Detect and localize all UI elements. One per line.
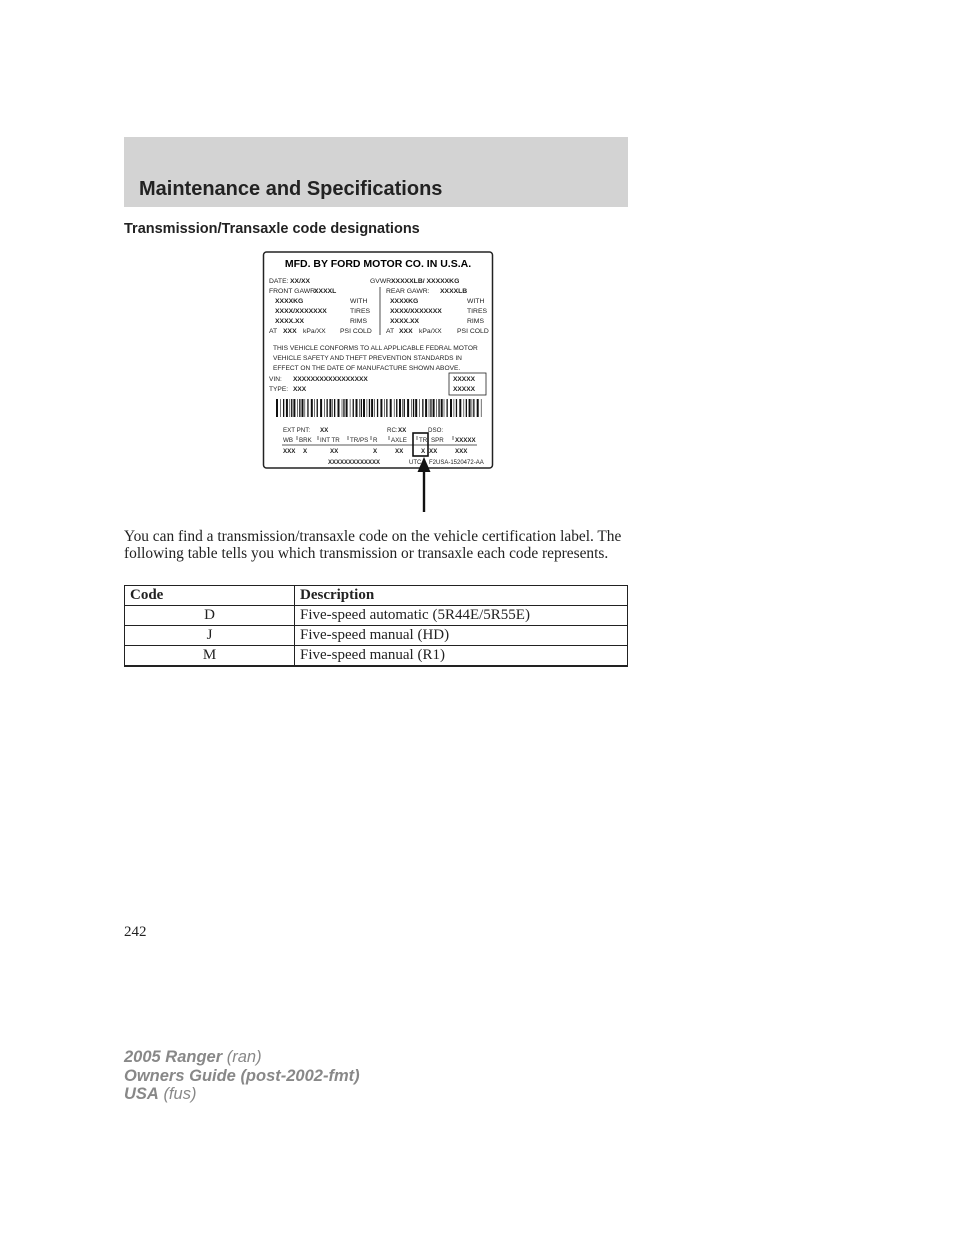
barcode-bar (327, 399, 328, 417)
barcode-bar (361, 399, 362, 417)
label-front-with: WITH (350, 298, 368, 305)
barcode-bar (466, 399, 467, 417)
label-front-tires: TIRES (350, 308, 371, 315)
barcode-bar (367, 399, 368, 417)
barcode-bar (430, 399, 431, 417)
label-rc-value: XX (398, 427, 407, 434)
footer-line-1 (124, 1048, 360, 1067)
label-rc-label: RC: (387, 427, 398, 434)
label-dso-label: DSO: (428, 427, 444, 434)
label-brk-value: X (303, 448, 308, 455)
label-front-rims: RIMS (350, 318, 367, 325)
description-cell: Five-speed automatic (5R44E/5R55E) (295, 606, 628, 626)
barcode-bar (346, 399, 348, 417)
label-bottom-serial: XXXXXXXXXXXXX (328, 460, 381, 466)
description-cell: Five-speed manual (HD) (295, 626, 628, 646)
section-title: Maintenance and Specifications (139, 178, 443, 200)
description-cell: Five-speed manual (R1) (295, 646, 628, 667)
barcode-bar (363, 399, 365, 417)
header-description: Description (295, 586, 628, 606)
barcode-bar (447, 399, 448, 417)
barcode-bar (374, 399, 375, 417)
barcode-bar (444, 399, 445, 417)
barcode-bar (302, 399, 304, 417)
barcode-bar (433, 399, 435, 417)
label-utc: UTC (409, 460, 422, 466)
label-conformity-line-3: EFFECT ON THE DATE OF MANUFACTURE SHOWN ABOVE. (273, 365, 461, 372)
code-cell: J (125, 626, 295, 646)
footer-market-code: (fus) (163, 1085, 197, 1103)
barcode-bar (299, 399, 300, 417)
label-rear-gawr-value: XXXXLB (440, 288, 468, 295)
label-rear-tires: TIRES (467, 308, 488, 315)
barcode-bar (429, 399, 430, 417)
barcode-bar (402, 399, 403, 417)
barcode-bar (369, 399, 370, 417)
barcode-bar (332, 399, 333, 417)
label-type-label: TYPE: (269, 386, 289, 393)
label-dso-value: XXX (455, 448, 468, 455)
label-r-header: R (373, 437, 378, 444)
label-gvwr-label: GVWR: (370, 278, 394, 285)
barcode-bar (422, 399, 423, 417)
label-ext-pnt-value: XX (320, 427, 329, 434)
barcode-bar (436, 399, 437, 417)
barcode-bar (419, 399, 420, 417)
barcode-bar (425, 399, 427, 417)
code-cell: D (125, 606, 295, 626)
barcode-bar (290, 399, 291, 417)
barcode-bar (329, 399, 331, 417)
label-r-value: X (373, 448, 378, 455)
intro-paragraph: You can find a transmission/transaxle code on the vehicle certification label. The following table tells you which transmission or transaxle each code represents. (124, 528, 622, 562)
footer-line-3 (124, 1085, 360, 1104)
label-rear-rims: RIMS (467, 318, 484, 325)
label-conformity-line-1: THIS VEHICLE CONFORMS TO ALL APPLICABLE FEDRAL MOTOR (273, 345, 478, 352)
barcode-bar (343, 399, 344, 417)
barcode-bar (404, 399, 405, 417)
label-conformity-line-2: VEHICLE SAFETY AND THEFT PREVENTION STANDARDS IN (273, 355, 462, 362)
barcode-bar (377, 399, 378, 417)
barcode-bar (286, 399, 288, 417)
label-front-gawr-label: FRONT GAWR: (269, 288, 317, 295)
page-number: 242 (124, 924, 147, 940)
barcode-bar (469, 399, 471, 417)
barcode-bar (407, 399, 409, 417)
label-front-gawr-value: XXXXL (314, 288, 337, 295)
barcode-bar (450, 399, 452, 417)
barcode-bar (359, 399, 360, 417)
label-rear-psi-cold: PSI COLD (457, 328, 489, 335)
footer-guide: Owners Guide (post-2002-fmt) (124, 1066, 360, 1085)
barcode-bar (380, 399, 382, 417)
barcode-bar (356, 399, 358, 417)
table-row (125, 646, 628, 667)
header-code: Code (125, 586, 295, 606)
label-vin-label: VIN: (269, 376, 282, 383)
barcode-bar (280, 399, 281, 417)
barcode-bar (311, 399, 313, 417)
subsection-heading: Transmission/Transaxle code designations (124, 221, 420, 237)
label-ext-pnt-label: EXT PNT: (283, 427, 311, 434)
barcode-bar (473, 399, 474, 417)
barcode-bar (314, 399, 315, 417)
barcode-bar (307, 399, 308, 417)
barcode-bar (454, 399, 455, 417)
barcode-bar (338, 399, 340, 417)
label-date-label: DATE: (269, 278, 289, 285)
table-row (125, 626, 628, 646)
label-tr-value: X (421, 448, 426, 455)
barcode-bar (481, 399, 482, 417)
label-axle-value: XX (395, 448, 404, 455)
label-rear-rim-size: XXXX.XX (390, 318, 420, 325)
footer-model: 2005 Ranger (124, 1048, 223, 1066)
barcode-bar (390, 399, 392, 417)
barcode-bar (320, 399, 322, 417)
barcode-bar (415, 399, 417, 417)
table-row (125, 606, 628, 626)
label-spr-header: SPR (431, 437, 444, 444)
barcode-bar (342, 399, 343, 417)
label-front-kpa-unit: kPa/XX (303, 328, 326, 335)
code-cell: M (125, 646, 295, 667)
barcode-bar (394, 399, 395, 417)
barcode-bar (353, 399, 354, 417)
label-rear-kpa-unit: kPa/XX (419, 328, 442, 335)
label-front-tire-size: XXXX/XXXXXXX (275, 308, 327, 315)
barcode-bar (438, 399, 439, 417)
label-wb-header: WB (283, 437, 293, 444)
footer-market: USA (124, 1085, 159, 1103)
label-box-value-1: XXXXX (453, 376, 475, 383)
document-footer (124, 1048, 360, 1104)
barcode-bar (464, 399, 465, 417)
certification-label-illustration (262, 251, 496, 513)
footer-model-code: (ran) (226, 1048, 262, 1066)
vehicle-certification-label-figure (262, 251, 496, 518)
barcode-bar (283, 399, 284, 417)
barcode-bar (334, 399, 335, 417)
barcode-bar (291, 399, 292, 417)
label-rear-tire-size: XXXX/XXXXXXX (390, 308, 442, 315)
barcode-bar (371, 399, 373, 417)
label-spr-extra: XXXXX (455, 437, 476, 444)
label-tr-ps-header: TR/PS (350, 437, 369, 444)
label-tr-header: TR (419, 437, 428, 444)
label-rear-at: AT (386, 328, 395, 335)
footer-line-2 (124, 1067, 360, 1086)
barcode-bar (413, 399, 414, 417)
barcode-bar (456, 399, 457, 417)
label-rear-kpa-value: XXX (399, 328, 413, 335)
label-int-tr-header: INT TR (320, 437, 340, 444)
label-int-tr-value: XX (330, 448, 339, 455)
label-brk-header: BRK (299, 437, 312, 444)
table-header-row (125, 586, 628, 606)
label-wb-value: XXX (283, 448, 296, 455)
barcode-bar (411, 399, 412, 417)
barcode-bar (384, 399, 385, 417)
label-front-at: AT (269, 328, 278, 335)
label-gvwr-value: XXXXXLB/ XXXXXKG (391, 278, 460, 285)
label-rear-gawr-label: REAR GAWR: (386, 288, 430, 295)
barcode-bar (472, 399, 473, 417)
label-type-value: XXX (293, 386, 307, 393)
label-axle-header: AXLE (391, 437, 407, 444)
transmission-code-table (124, 585, 628, 667)
label-spr-value: XX (429, 448, 438, 455)
barcode-bar (477, 399, 479, 417)
label-date-value: XX/XX (290, 278, 311, 285)
barcode-bar (459, 399, 461, 417)
barcode-bar (399, 399, 401, 417)
label-rear-with: WITH (467, 298, 485, 305)
label-vin-value: XXXXXXXXXXXXXXXXX (293, 376, 368, 383)
label-box-value-2: XXXXX (453, 386, 475, 393)
barcode-bar (305, 399, 306, 417)
label-front-psi-cold: PSI COLD (340, 328, 372, 335)
label-part-number: F2USA-1520472-AA (429, 460, 484, 466)
label-front-kpa-value: XXX (283, 328, 297, 335)
barcode-bar (276, 399, 278, 417)
barcode-bar (441, 399, 443, 417)
section-header-band (124, 137, 628, 207)
label-front-kg: XXXXKG (275, 298, 304, 305)
label-front-rim-size: XXXX.XX (275, 318, 305, 325)
barcode-bar (350, 399, 351, 417)
barcode-bar (317, 399, 318, 417)
barcode-bar (293, 399, 295, 417)
barcode-bar (324, 399, 325, 417)
barcode-bar (386, 399, 387, 417)
label-rear-kg: XXXXKG (390, 298, 419, 305)
barcode-bar (396, 399, 397, 417)
label-manufacturer: MFD. BY FORD MOTOR CO. IN U.S.A. (284, 258, 472, 270)
barcode-bar (297, 399, 298, 417)
